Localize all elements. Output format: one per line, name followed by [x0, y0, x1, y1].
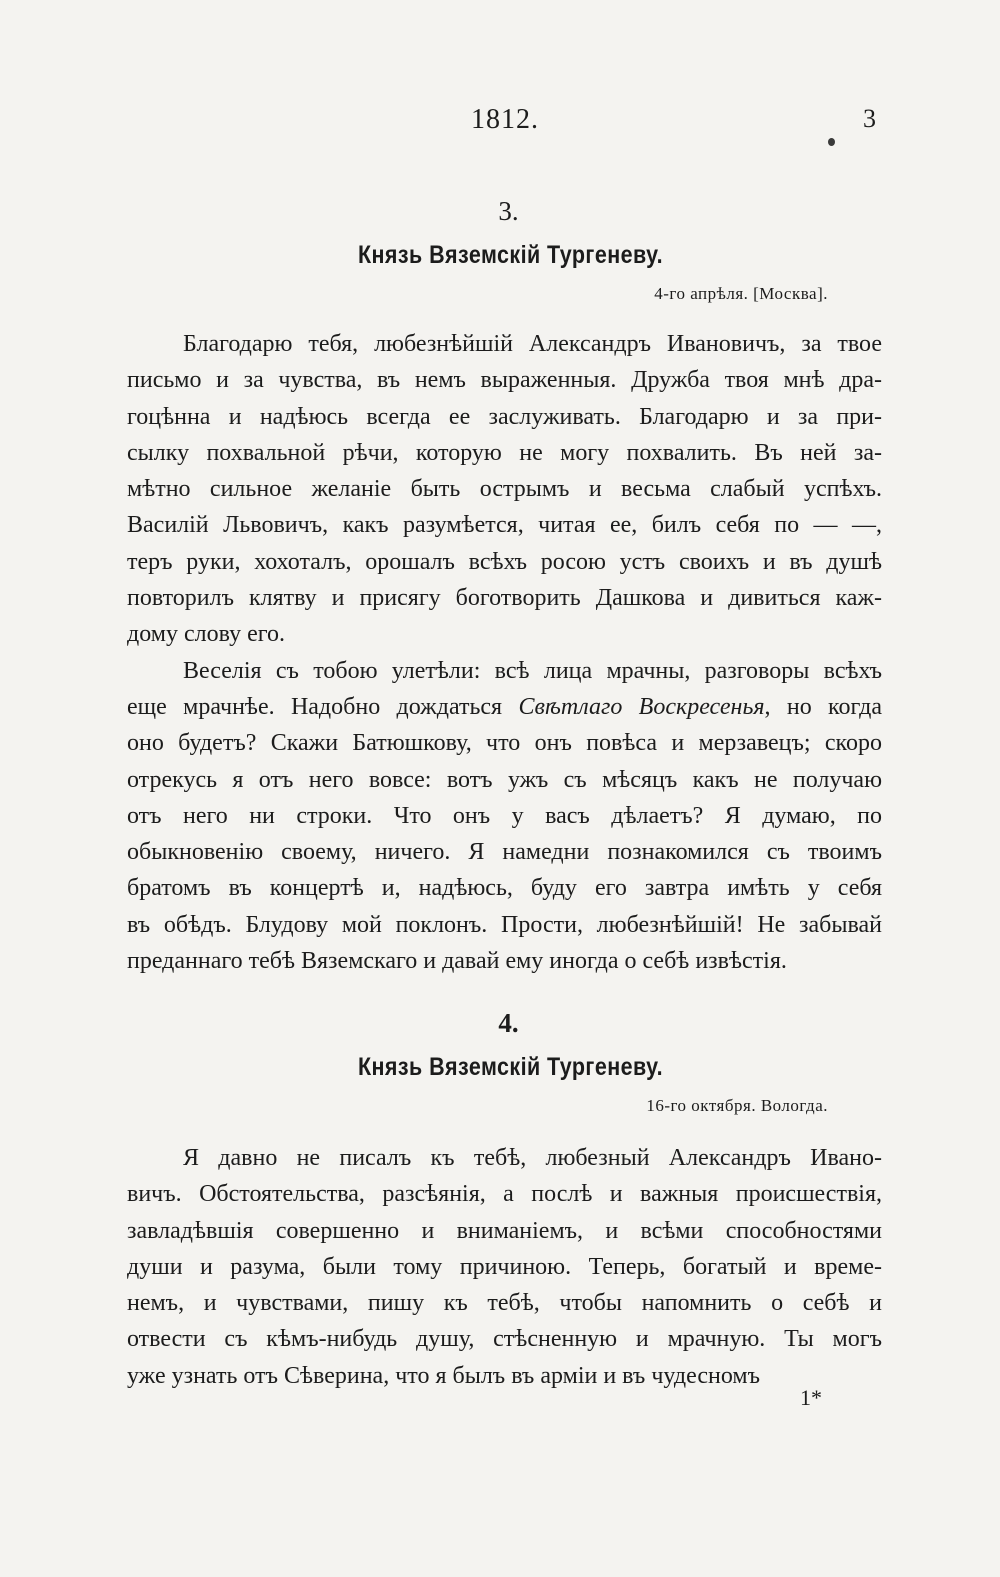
- text-line: отъ него ни строки. Что онъ у васъ дѣлаетъ? Я думаю, по: [127, 802, 882, 829]
- text-line: вичъ. Обстоятельства, разсѣянія, а послѣ и важныя происшествія,: [127, 1181, 882, 1208]
- text-line: души и разума, были тому причиною. Теперь, богатый и време-: [127, 1253, 882, 1280]
- printer-signature-mark: 1*: [800, 1385, 822, 1410]
- text-line: еще мрачнѣе. Надобно дождаться Свѣтлаго Воскресенья, но когда: [127, 693, 883, 720]
- text-line: въ обѣдъ. Блудову мой поклонъ. Прости, любезнѣйшій! Не забывай: [127, 911, 882, 938]
- text-line: отвести съ кѣмъ-нибудь душу, стѣсненную и мрачную. Ты могъ: [127, 1326, 882, 1353]
- page-number: 3: [863, 104, 876, 133]
- letter-number: 4.: [498, 1008, 519, 1038]
- text-line: завладѣвшія совершенно и вниманіемъ, и всѣми способностями: [127, 1217, 882, 1244]
- text-line: немъ, и чувствами, пишу къ тебѣ, чтобы напомнить о себѣ и: [127, 1290, 882, 1317]
- text-line: Я давно не писалъ къ тебѣ, любезный Александръ Ивано-: [183, 1145, 882, 1171]
- letter-section: [127, 1005, 882, 1394]
- letter-heading: Князь Вяземскій Тургеневу.: [357, 241, 664, 269]
- text-line: обыкновенію своему, ничего. Я намедни познакомился съ твоимъ: [127, 839, 882, 866]
- text-line: Благодарю тебя, любезнѣйшій Александръ Ивановичъ, за твое: [183, 331, 882, 357]
- paragraph: [127, 653, 882, 980]
- paragraph: [127, 326, 882, 653]
- text-line: отрекусь я отъ него вовсе: вотъ ужъ съ мѣсяцъ какъ не получаю: [127, 766, 882, 793]
- italic-phrase: Свѣтлаго Воскресенья: [518, 693, 765, 720]
- letter-heading: Князь Вяземскій Тургеневу.: [357, 1053, 664, 1081]
- text-line: повторилъ клятву и присягу боготворить Дашкова и дивиться каж-: [127, 585, 882, 612]
- text-line: Веселія съ тобою улетѣли: всѣ лица мрачны, разговоры всѣхъ: [183, 657, 882, 684]
- text-line: уже узнать отъ Сѣверина, что я былъ въ арміи и въ чудесномъ: [127, 1362, 760, 1389]
- letter-body: [127, 1140, 882, 1394]
- text-line: оно будетъ? Скажи Батюшкову, что онъ повѣса и мерзавецъ; скоро: [127, 730, 882, 757]
- ink-spot: [828, 138, 835, 146]
- text-line: письмо и за чувства, въ немъ выраженныя. Дружба твоя мнѣ дра-: [127, 367, 882, 394]
- letter-date: 16-го октября. Вологда.: [646, 1096, 828, 1115]
- running-head: [0, 104, 1000, 138]
- text-line: братомъ въ концертѣ и, надѣюсь, буду его завтра имѣть у себя: [127, 875, 882, 902]
- paragraph: [127, 1140, 882, 1394]
- text-line: сылку похвальной рѣчи, которую не могу похвалить. Въ ней за-: [127, 439, 882, 466]
- running-head-year: 1812.: [471, 104, 539, 135]
- letter-body: [127, 326, 882, 979]
- letter-date: 4-го апрѣля. [Москва].: [654, 284, 828, 303]
- text-line: мѣтно сильное желаніе быть острымъ и весьма слабый успѣхъ.: [127, 476, 882, 503]
- text-line: дому слову его.: [127, 621, 285, 648]
- text-line: теръ руки, хохоталъ, орошалъ всѣхъ росою устъ своихъ и въ душѣ: [127, 548, 882, 575]
- text-line: Василій Львовичъ, какъ разумѣется, читая ее, билъ себя по — —,: [127, 512, 882, 539]
- text-line: преданнаго тебѣ Вяземскаго и давай ему иногда о себѣ извѣстія.: [127, 948, 787, 975]
- letter-number: 3.: [498, 196, 519, 226]
- letter-section: [127, 193, 882, 979]
- text-line: гоцѣнна и надѣюсь всегда ее заслуживать. Благодарю и за при-: [127, 403, 882, 430]
